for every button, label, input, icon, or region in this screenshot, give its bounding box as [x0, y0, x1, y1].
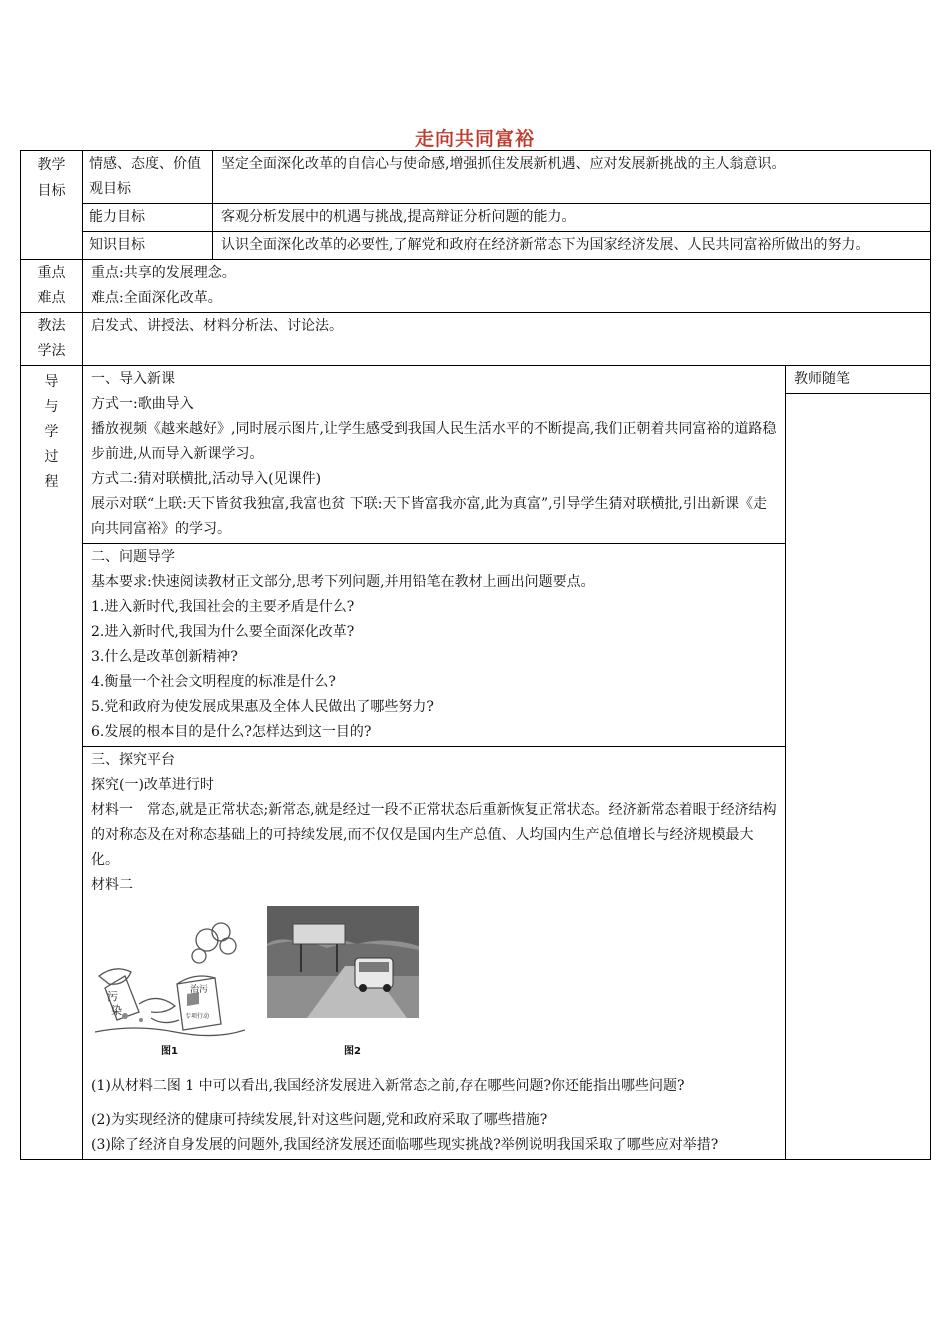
question-item: 2.进入新时代,我国为什么要全面深化改革?: [91, 624, 355, 640]
intro-heading: 一、导入新课: [91, 371, 175, 387]
fig1-caption: 图1: [161, 1046, 178, 1057]
keypoints-content: [83, 260, 931, 313]
goal-row-knowledge: [21, 232, 931, 260]
road-bus-photo-image: [267, 906, 419, 1018]
keypoints-label-1: 重点: [37, 265, 66, 281]
fig1-label-a: 污: [107, 990, 118, 1003]
methods-label-1: 教法: [37, 318, 66, 334]
methods-row: [21, 313, 931, 366]
analysis-question-1: (1)从材料二图 1 中可以看出,我国经济发展进入新常态之前,存在哪些问题?你还能指出哪些问题?: [91, 1078, 685, 1094]
process-label-char: 程: [44, 474, 59, 490]
material-1: 材料一 常态,就是正常状态;新常态,就是经过一段不正常状态后重新恢复正常状态。经济新常态着眼于经济结构的对称态及在对称态基础上的可持续发展,而不仅仅是国内生产总值、人均国内生产总值增长与经济规模最大化。: [91, 802, 777, 868]
explore-sub: 探究(一)改革进行时: [91, 777, 214, 793]
fig1-label-b: 染: [111, 1004, 122, 1017]
goal-text-emotion: 坚定全面深化改革的自信心与使命感,增强抓住发展新机遇、应对发展新挑战的主人翁意识。: [213, 151, 931, 204]
goal-row-emotion: [21, 151, 931, 204]
intro-way1: 方式一:歌曲导入: [91, 396, 194, 412]
material-2-figures: [91, 904, 777, 1057]
intro-way2-text: 展示对联“上联:天下皆贫我独富,我富也贫 下联:天下皆富我亦富,此为真富”,引导学生猜对联横批,引出新课《走向共同富裕》的学习。: [91, 496, 767, 537]
goal-name-ability: 能力目标: [83, 204, 213, 232]
process-label-char: 过: [44, 449, 59, 465]
keypoints-label-2: 难点: [37, 290, 66, 306]
process-label-char: 导: [44, 374, 59, 390]
process-label-char: 与: [44, 399, 59, 415]
keypoints-label: [21, 260, 83, 313]
keypoints-row: [21, 260, 931, 313]
question-item: 3.什么是改革创新精神?: [91, 649, 238, 665]
question-item: 4.衡量一个社会文明程度的标准是什么?: [91, 674, 336, 690]
intro-section: [83, 366, 786, 544]
intro-way1-text: 播放视频《越来越好》,同时展示图片,让学生感受到我国人民生活水平的不断提高,我们正朝着共同富裕的道路稳步前进,从而导入新课学习。: [91, 421, 777, 462]
goal-text-ability: 客观分析发展中的机遇与挑战,提高辩证分析问题的能力。: [213, 204, 931, 232]
intro-way2: 方式二:猜对联横批,活动导入(见课件): [91, 471, 322, 487]
page-title: 走向共同富裕: [414, 128, 535, 150]
questions-heading: 二、问题导学: [91, 549, 175, 565]
goal-text-knowledge: 认识全面深化改革的必要性,了解党和政府在经济新常态下为国家经济发展、人民共同富裕所做出的努力。: [213, 232, 931, 260]
process-label: [21, 366, 83, 1160]
goals-label: [21, 151, 83, 260]
lesson-plan-table: [20, 150, 931, 1160]
keypoint-difficulty: 难点:全面深化改革。: [91, 290, 222, 306]
goal-name-knowledge: 知识目标: [83, 232, 213, 260]
pollution-cartoon-image: [95, 920, 245, 1038]
question-item: 1.进入新时代,我国社会的主要矛盾是什么?: [91, 599, 355, 615]
goal-row-ability: [21, 204, 931, 232]
questions-requirement: 基本要求:快速阅读教材正文部分,思考下列问题,并用铅笔在教材上画出问题要点。: [91, 574, 595, 590]
process-label-char: 学: [44, 424, 59, 440]
material-2-label: 材料二: [91, 877, 133, 893]
questions-section: [83, 544, 786, 747]
fig1-label-c: 治污: [190, 985, 209, 995]
explore-heading: 三、探究平台: [91, 752, 175, 768]
fig1-label-d: 专项行动: [185, 1013, 210, 1020]
methods-label-2: 学法: [37, 343, 66, 359]
methods-label: [21, 313, 83, 366]
question-item: 5.党和政府为使发展成果惠及全体人民做出了哪些努力?: [91, 699, 434, 715]
question-item: 6.发展的根本目的是什么?怎样达到这一目的?: [91, 724, 372, 740]
analysis-question-3: (3)除了经济自身发展的问题外,我国经济发展还面临哪些现实挑战?举例说明我国采取了哪些应对举措?: [91, 1137, 719, 1153]
process-row-intro: [21, 366, 931, 544]
explore-section: [83, 747, 786, 1160]
goal-name-emotion: 情感、态度、价值观目标: [83, 151, 213, 204]
fig2-caption: 图2: [344, 1046, 361, 1057]
teacher-notes-header: 教师随笔: [786, 366, 930, 394]
goals-label-text: 教学目标: [37, 157, 66, 199]
keypoint-focus: 重点:共享的发展理念。: [91, 265, 236, 281]
analysis-question-2: (2)为实现经济的健康可持续发展,针对这些问题,党和政府采取了哪些措施?: [91, 1112, 548, 1128]
teacher-notes-column: [786, 366, 931, 1160]
methods-text: 启发式、讲授法、材料分析法、讨论法。: [83, 313, 931, 366]
